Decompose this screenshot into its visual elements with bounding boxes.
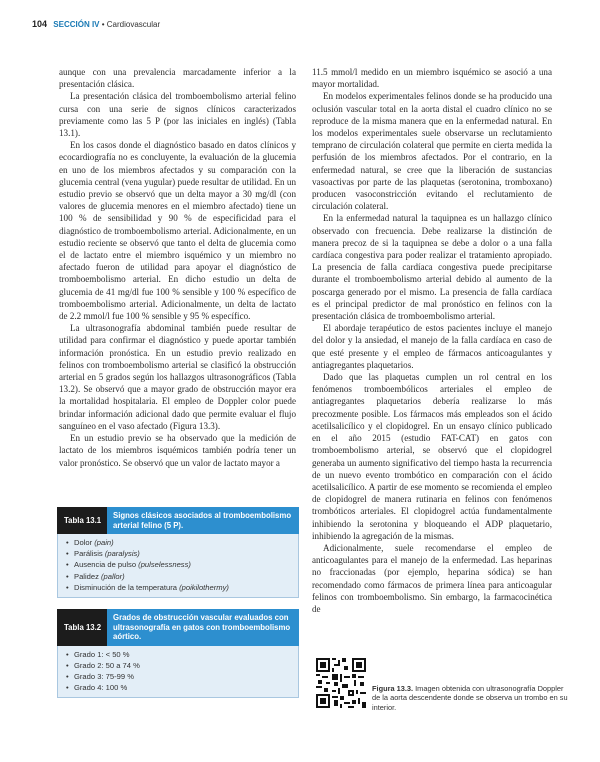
- table-13-2: [57, 609, 299, 698]
- table-body: [57, 646, 299, 699]
- list-item: • Ausencia de pulso (pulselessness): [66, 560, 191, 570]
- section-label: SECCIÓN IV: [53, 20, 100, 29]
- header-separator: •: [101, 20, 105, 29]
- right-column: [312, 66, 552, 615]
- paragraph: En la enfermedad natural la taquipnea es un hallazgo clínico observado con frecuencia. Debe realizarse la distinción de manera precoz de si la taquipnea se debe a dolor o a una falla cardíaca congestiva para poder realizar el tratamiento apropiado. La presencia de falla cardíaca congestiva puede precipitarse durante el tromboembolismo arterial debido al aumento de la poscarga generado por el mismo. La presencia de falla cardíaca es el principal predictor de mal pronóstico en felinos con la presentación clásica de tromboembolismo arterial.: [312, 213, 552, 322]
- paragraph: En los casos donde el diagnóstico basado en datos clínicos y ecocardiografía no es concluyente, la evaluación de la glucemia en uno de los miembros afectados y su comparación con la glucemia central (vena yugular) puede resultar de utilidad. En un estudio previo se observó que un delta mayor a 30 mg/dl (con valores de glucemia menores en el miembro afectado) tiene un 100 % de sensibilidad y 90 % de especificidad para el diagnóstico de tromboembolismo arterial. Adicionalmente, en un estudio reciente se observó que tanto el delta de glucemia como el de lactato entre el miembro isquémico y un miembro no afectado fueron de utilidad para apoyar el diagnóstico de tromboembolismo arterial. En dicho estudio un delta de glucemia de 41 mg/dl fue 100 % sensible y 100 % específico de tromboembolismo arterial. Adicionalmente, un delta de lactato de 2.2 mmol/l fue 100 % sensible y 95 % específico.: [59, 140, 296, 322]
- table-13-1: [57, 507, 299, 598]
- figure-caption: [372, 684, 572, 712]
- list-item: • Grado 4: 100 %: [66, 683, 128, 693]
- left-column: [59, 66, 296, 469]
- list-item: • Parálisis (paralysis): [66, 549, 140, 559]
- list-item: • Palidez (pallor): [66, 571, 125, 581]
- running-header: [32, 19, 160, 29]
- paragraph: En modelos experimentales felinos donde se ha producido una oclusión vascular total en la aorta distal el cuadro clínico no se reproduce de la misma manera que en la enfermedad natural. En los modelos experimentales suele observarse un reclutamiento temprano de circulación colateral que permite en cierta medida la perfusión de los miembros afectados. Por el contrario, en la enfermedad natural, se cree que la liberación de sustancias vasoactivas por parte de las plaquetas (serotonina, tromboxano) producen vasoconstricción evitando el reclutamiento de circulación colateral.: [312, 91, 552, 212]
- table-body: [57, 534, 299, 598]
- list-item: • Dolor (pain): [66, 538, 114, 547]
- paragraph: Adicionalmente, suele recomendarse el empleo de anticoagulantes para el manejo de la enfermedad. Las heparinas no fraccionadas (por ejemplo, heparina sódica) se han recomendado como fármacos de primera línea para anticoagular felinos con tromboembolismo. Sin embargo, la farmacocinética de: [312, 542, 552, 614]
- table-header: [57, 609, 299, 646]
- table-number: Tabla 13.1: [57, 507, 107, 534]
- qr-code-icon[interactable]: [316, 658, 366, 708]
- paragraph: 11.5 mmol/l medido en un miembro isquémico se asoció a una mayor mortalidad.: [312, 67, 552, 90]
- paragraph: aunque con una prevalencia marcadamente inferior a la presentación clásica.: [59, 67, 296, 90]
- table-title: Signos clásicos asociados al tromboembolismo arterial felino (5 P).: [107, 507, 299, 534]
- paragraph: El abordaje terapéutico de estos pacientes incluye el manejo del dolor y la ansiedad, el manejo de la falla cardíaca en caso de que esté presente y el empleo de fármacos anticoagulantes y antiagregantes plaquetarios.: [312, 323, 552, 370]
- page-number: 104: [32, 19, 48, 29]
- figure-caption-text: Imagen obtenida con ultrasonografía Doppler de la aorta descendente donde se observa un trombo en su interior.: [372, 684, 568, 712]
- table-number: Tabla 13.2: [57, 609, 107, 646]
- figure-label: Figura 13.3.: [372, 684, 414, 693]
- paragraph: En un estudio previo se ha observado que la medición de lactato de los miembros isquémicos también podría tener un valor pronóstico. Se observó que un valor de lactato mayor a: [59, 433, 296, 468]
- chapter-label: Cardiovascular: [106, 20, 161, 29]
- paragraph: La presentación clásica del tromboembolismo arterial felino cursa con una serie de signos clínicos caracterizados previamente como las 5 P (por las iniciales en inglés) (Tabla 13.1).: [59, 91, 296, 139]
- paragraph: La ultrasonografía abdominal también puede resultar de utilidad para confirmar el diagnóstico y puede aportar también información pronóstica. En un estudio previo realizado en felinos con tromboembolismo arterial se clasificó la obstrucción arterial en 5 grados según los hallazgos ultrasonográficos (Tabla 13.2). Se observó que a mayor grado de obstrucción mayor era la mortalidad hospitalaria. El empleo de Doppler color puede brindar información adicional dado que permite evaluar el flujo sanguíneo en el vaso afectado (Figura 13.3).: [59, 323, 296, 431]
- list-item: • Grado 1: < 50 %: [66, 649, 130, 659]
- list-item: • Grado 2: 50 a 74 %: [66, 660, 140, 670]
- paragraph: Dado que las plaquetas cumplen un rol central en los fenómenos tromboembólicos arteriales el empleo de antiagregantes plaquetarios debería realizarse lo más precozmente posible. Los fármacos más empleados son el ácido acetilsalicílico y el clopidogrel. En un ensayo clínico publicado en el año 2015 (estudio FAT-CAT) en gatos con tromboembolismo arterial, se observó que el clopidogrel generaba un aumento significativo del tiempo hasta la recurrencia de un nuevo evento trombótico en comparación con el ácido acetilsalicílico. A partir de ese momento se recomienda el empleo de clopidogrel de manera rutinaria en felinos con fenómenos trombóticos arteriales. El clopidogrel actúa fundamentalmente inhibiendo la serotonina y bloqueando el ADP plaquetario, inhibiendo la agregación de la mismas.: [312, 372, 552, 541]
- table-header: [57, 507, 299, 534]
- list-item: • Grado 3: 75-99 %: [66, 671, 134, 681]
- table-title: Grados de obstrucción vascular evaluados con ultrasonografía en gatos con tromboembolismo aórtico.: [107, 609, 299, 646]
- list-item: • Disminución de la temperatura (poikilothermy): [66, 582, 229, 592]
